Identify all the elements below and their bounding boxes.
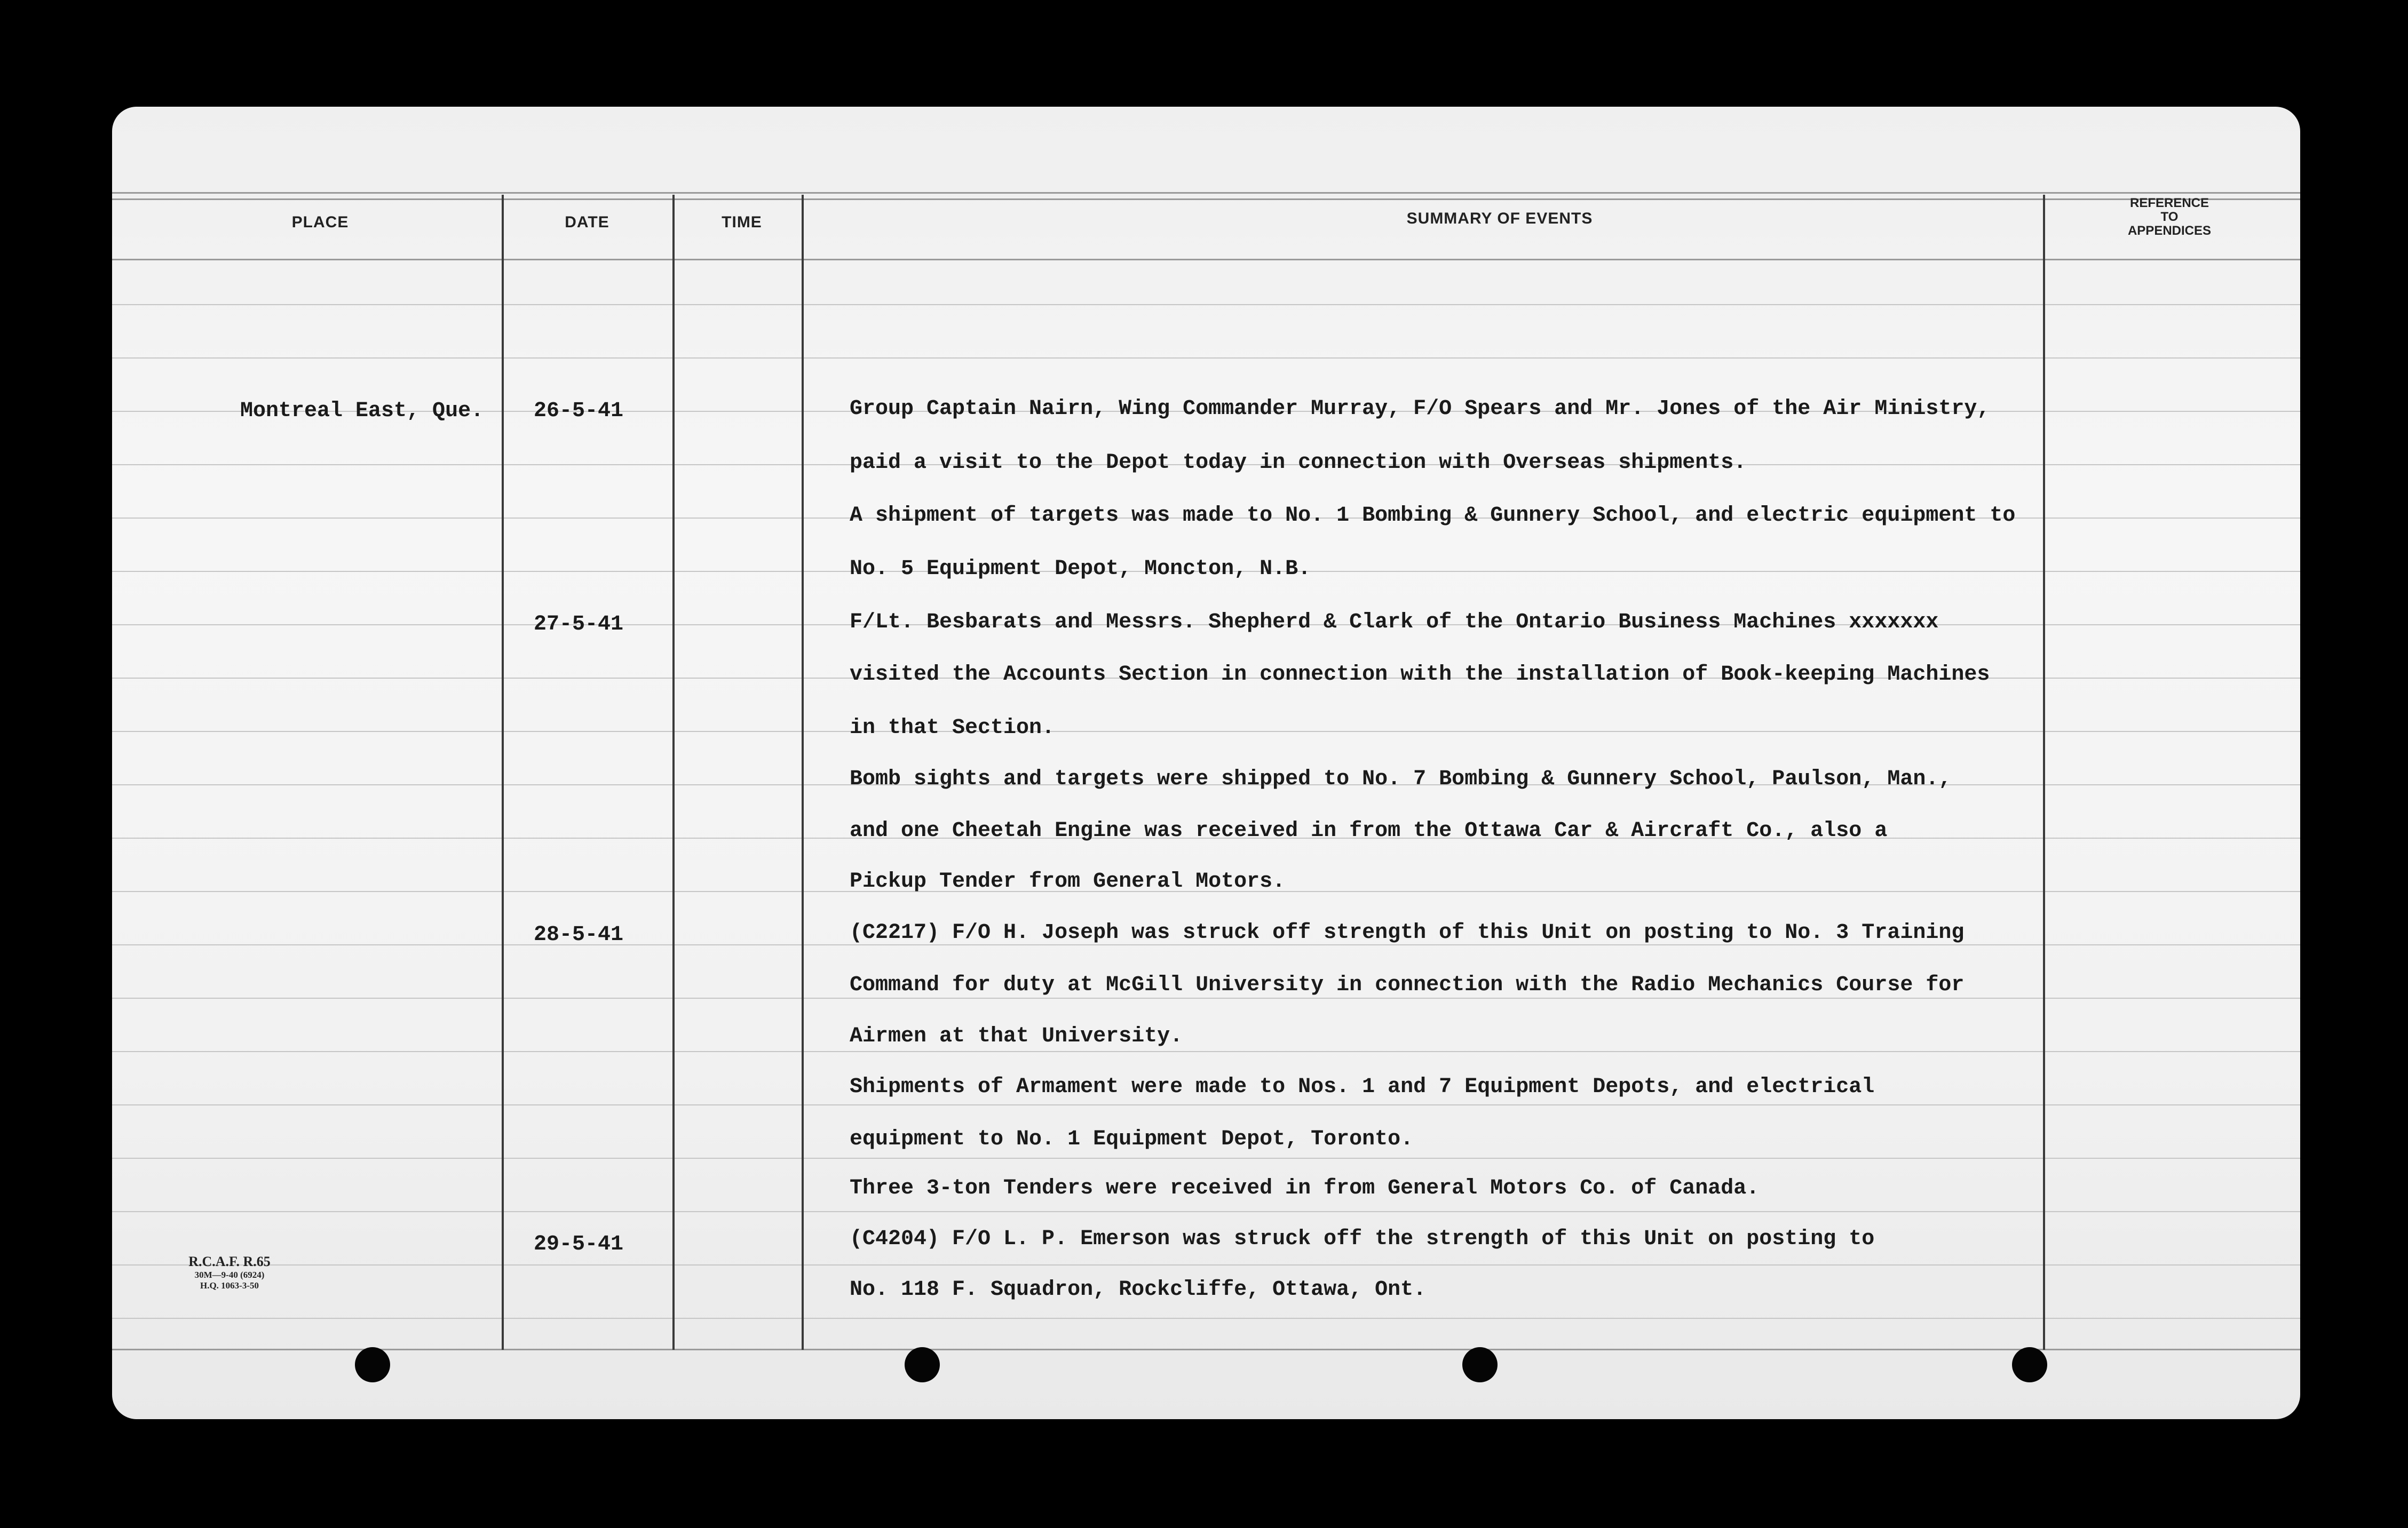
ruled-line [112,731,2300,732]
ruled-line [112,1104,2300,1105]
summary-line: F/Lt. Besbarats and Messrs. Shepherd & Clark of the Ontario Business Machines xxxxxxx [850,610,1939,634]
bottom-rule [112,1349,2300,1350]
summary-line: A shipment of targets was made to No. 1 Bombing & Gunnery School, and electric equipment to [850,504,2016,528]
header-reference-line: APPENDICES [2127,224,2212,238]
summary-line: (C2217) F/O H. Joseph was struck off strength of this Unit on posting to No. 3 Training [850,921,1965,945]
column-divider-summary [2043,195,2045,1350]
summary-line: Airmen at that University. [850,1024,1183,1048]
ruled-line [112,1318,2300,1319]
header-reference [2108,196,2231,238]
header-rule [112,259,2300,260]
ruled-line [112,1158,2300,1159]
summary-line: No. 5 Equipment Depot, Moncton, N.B. [850,557,1311,581]
hq-number: H.Q. 1063-3-50 [200,1280,259,1291]
ruled-line [112,998,2300,999]
column-divider-date [672,195,675,1350]
date-entry: 28-5-41 [534,923,624,947]
summary-line: (C4204) F/O L. P. Emerson was struck off the strength of this Unit on posting to [850,1227,1875,1251]
diary-form-card [112,107,2300,1419]
summary-line: Shipments of Armament were made to Nos. 1 and 7 Equipment Depots, and electrical [850,1075,1875,1099]
summary-line: Pickup Tender from General Motors. [850,870,1286,894]
ruled-line [112,1264,2300,1266]
column-divider-time [802,195,804,1350]
print-run: 30M—9-40 (6924) [194,1270,265,1280]
summary-line: No. 118 F. Squadron, Rockcliffe, Ottawa, Ont. [850,1278,1427,1302]
header-summary: SUMMARY OF EVENTS [1406,210,1593,227]
date-entry: 27-5-41 [534,612,624,636]
punch-hole [1462,1347,1498,1382]
column-divider-place [502,195,504,1350]
punch-hole [905,1347,940,1382]
top-rule-double [112,198,2300,200]
top-rule [112,192,2300,194]
date-entry: 29-5-41 [534,1232,624,1256]
form-number: R.C.A.F. R.65 [188,1254,271,1269]
ruled-line [112,1051,2300,1052]
form-footer [165,1254,294,1291]
header-reference-line: REFERENCE [2129,196,2209,210]
summary-line: in that Section. [850,716,1055,740]
summary-line: and one Cheetah Engine was received in from the Ottawa Car & Aircraft Co., also a [850,819,1888,843]
summary-line: Command for duty at McGill University in connection with the Radio Mechanics Course for [850,973,1965,997]
ruled-line [112,357,2300,359]
header-place: PLACE [291,213,349,231]
date-entry: 26-5-41 [534,399,624,423]
summary-line: visited the Accounts Section in connection with the installation of Book-keeping Machines [850,663,1990,687]
place-entry: Montreal East, Que. [240,399,484,423]
summary-line: Bomb sights and targets were shipped to No. 7 Bombing & Gunnery School, Paulson, Man., [850,767,1952,791]
summary-line: equipment to No. 1 Equipment Depot, Toronto. [850,1127,1414,1151]
ruled-line [112,1211,2300,1212]
summary-line: Group Captain Nairn, Wing Commander Murray, F/O Spears and Mr. Jones of the Air Ministry, [850,397,1990,421]
summary-line: Three 3-ton Tenders were received in from General Motors Co. of Canada. [850,1176,1760,1200]
punch-hole [2012,1347,2047,1382]
ruled-line [112,304,2300,305]
header-date: DATE [565,213,609,231]
summary-line: paid a visit to the Depot today in connection with Overseas shipments. [850,451,1747,475]
header-time: TIME [722,213,762,231]
punch-hole [355,1347,390,1382]
header-reference-line: TO [2160,210,2179,224]
